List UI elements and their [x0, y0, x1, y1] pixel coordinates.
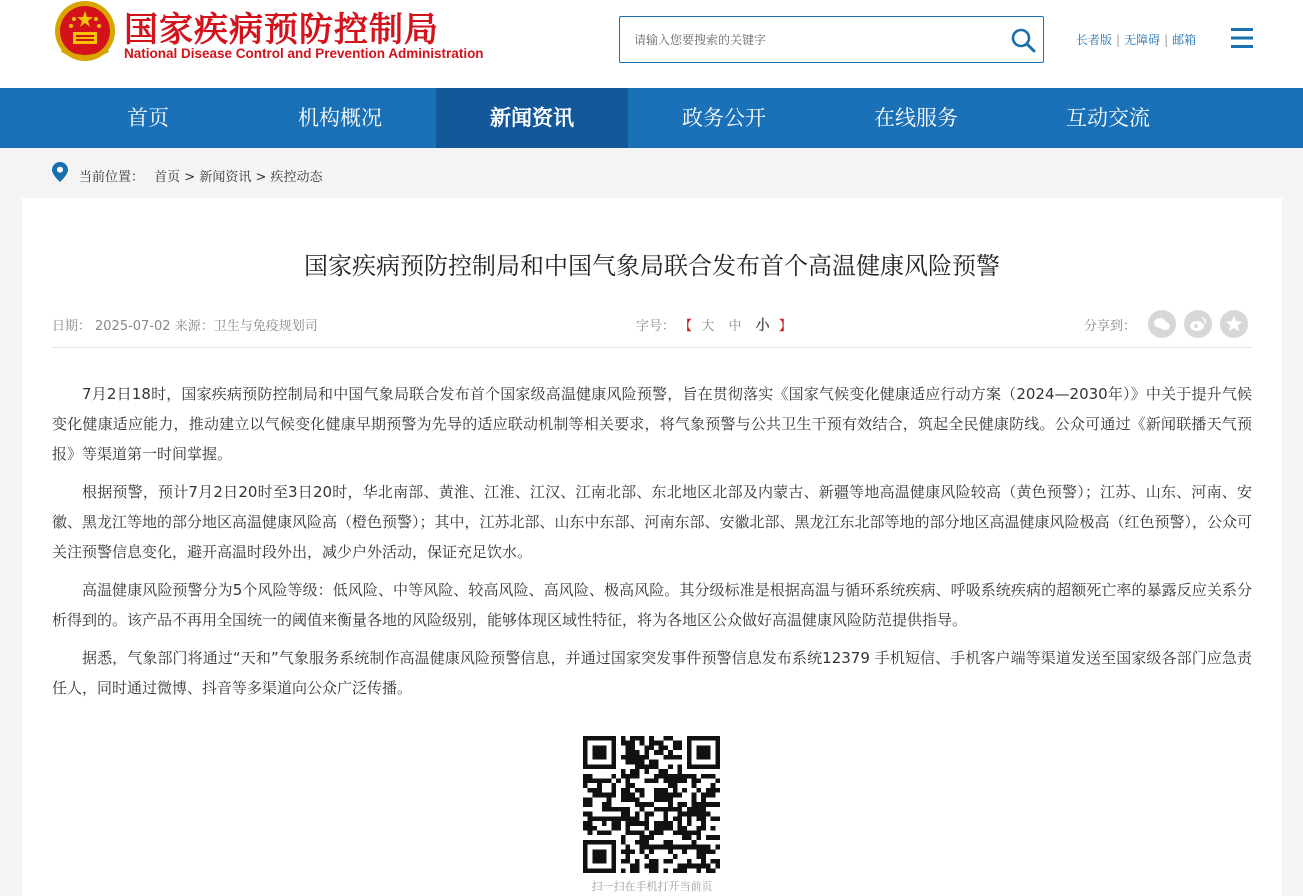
search-input[interactable] [634, 29, 1004, 51]
search-icon[interactable] [1009, 26, 1037, 54]
elder-version-link[interactable]: 长者版 [1076, 33, 1113, 47]
breadcrumb-home[interactable]: 首页 [154, 170, 181, 185]
article-title: 国家疾病预防控制局和中国气象局联合发布首个高温健康风险预警 [304, 252, 1000, 280]
breadcrumb-news[interactable]: 新闻资讯 [199, 170, 252, 185]
qr-caption: 扫一扫在手机打开当前页 [591, 880, 713, 893]
link-separator: | [1164, 33, 1169, 47]
site-logo-title[interactable]: 国家疾病预防控制局 [124, 10, 439, 50]
article-paragraph: 据悉，气象部门将通过“天和”气象服务系统制作高温健康风险预警信息，并通过国家突发事件预警信息发布系统12379 手机短信、手机客户端等渠道发送至国家级各部门应急责任人，同时通过微博、抖音等多渠道向公众广泛传播。 [52, 649, 1252, 697]
breadcrumb-label: 当前位置： [79, 170, 145, 185]
breadcrumb-sep: > [251, 170, 271, 185]
mailbox-link[interactable]: 邮箱 [1172, 33, 1197, 47]
article-paragraph: 7月2日18时，国家疾病预防控制局和中国气象局联合发布首个国家级高温健康风险预警，旨在贯彻落实《国家气候变化健康适应行动方案（2024—2030年）》中关于提升气候变化健康适应能力，推动建立以气候变化健康早期预警为先导的适应联动机制等相关要求，将气象预警与公共卫生干预有效结合，筑起全民健康防线。公众可通过《新闻联播天气预报》等渠道第一时间掌握。 [52, 385, 1252, 463]
nav-item-about[interactable]: 机构概况 [298, 106, 382, 130]
article-card [22, 198, 1282, 896]
hamburger-menu-icon[interactable] [1231, 27, 1253, 49]
bracket-open: 【 [679, 319, 693, 334]
wechat-icon[interactable] [1148, 310, 1176, 338]
article-meta-info [52, 315, 318, 334]
site-logo-subtitle[interactable]: National Disease Control and Prevention Administration [124, 46, 484, 61]
national-emblem-logo[interactable] [52, 0, 118, 66]
qr-code [583, 736, 720, 873]
weibo-icon[interactable] [1184, 310, 1212, 338]
meta-divider [52, 347, 1252, 348]
link-separator: | [1116, 33, 1121, 47]
location-pin-icon [52, 162, 68, 182]
nav-item-home[interactable]: 首页 [127, 106, 169, 130]
article-paragraph: 根据预警，预计7月2日20时至3日20时，华北南部、黄淮、江淮、江汉、江南北部、东北地区北部及内蒙古、新疆等地高温健康风险较高（黄色预警）；江苏、山东、河南、安徽、黑龙江等地的部分地区高温健康风险高（橙色预警）；其中，江苏北部、山东中东部、河南东部、安徽北部、黑龙江东北部等地的部分地区高温健康风险极高（红色预警），公众可关注预警信息变化，避开高温时段外出，减少户外活动，保证充足饮水。 [52, 483, 1253, 561]
site-header [0, 0, 1303, 88]
article-date: 2025-07-02 [95, 319, 171, 334]
source-label: 来源： [174, 319, 214, 334]
nav-item-interaction[interactable]: 互动交流 [1066, 106, 1150, 130]
font-size-small[interactable]: 小 [755, 318, 770, 334]
font-size-medium[interactable]: 中 [728, 319, 742, 334]
search-box [619, 16, 1044, 63]
accessibility-link[interactable]: 无障碍 [1124, 33, 1161, 47]
article-paragraph: 高温健康风险预警分为5个风险等级：低风险、中等风险、较高风险、高风险、极高风险。其分级标准是根据高温与循环系统疾病、呼吸系统疾病的超额死亡率的暴露反应关系分析得到的。该产品不再用全国统一的阈值来衡量各地的风险级别，能够体现区域性特征，将为各地区公众做好高温健康风险防范提供指导。 [52, 581, 1252, 629]
article-source: 卫生与免疫规划司 [213, 319, 318, 334]
nav-item-gov-affairs[interactable]: 政务公开 [682, 106, 766, 130]
date-label: 日期： [52, 319, 92, 334]
main-nav [0, 88, 1303, 148]
font-size-label: 字号： [636, 319, 676, 334]
nav-item-online-services[interactable]: 在线服务 [874, 106, 958, 130]
bracket-close: 】 [778, 319, 792, 334]
article-body [52, 379, 1252, 711]
font-size-control [636, 315, 792, 335]
nav-item-news[interactable]: 新闻资讯 [436, 88, 628, 148]
breadcrumb-current[interactable]: 疾控动态 [270, 170, 323, 185]
breadcrumb-sep: > [180, 170, 200, 185]
font-size-large[interactable]: 大 [701, 319, 715, 334]
share-label: 分享到： [1084, 319, 1137, 334]
favorite-icon[interactable] [1220, 310, 1248, 338]
top-links [1076, 31, 1196, 48]
